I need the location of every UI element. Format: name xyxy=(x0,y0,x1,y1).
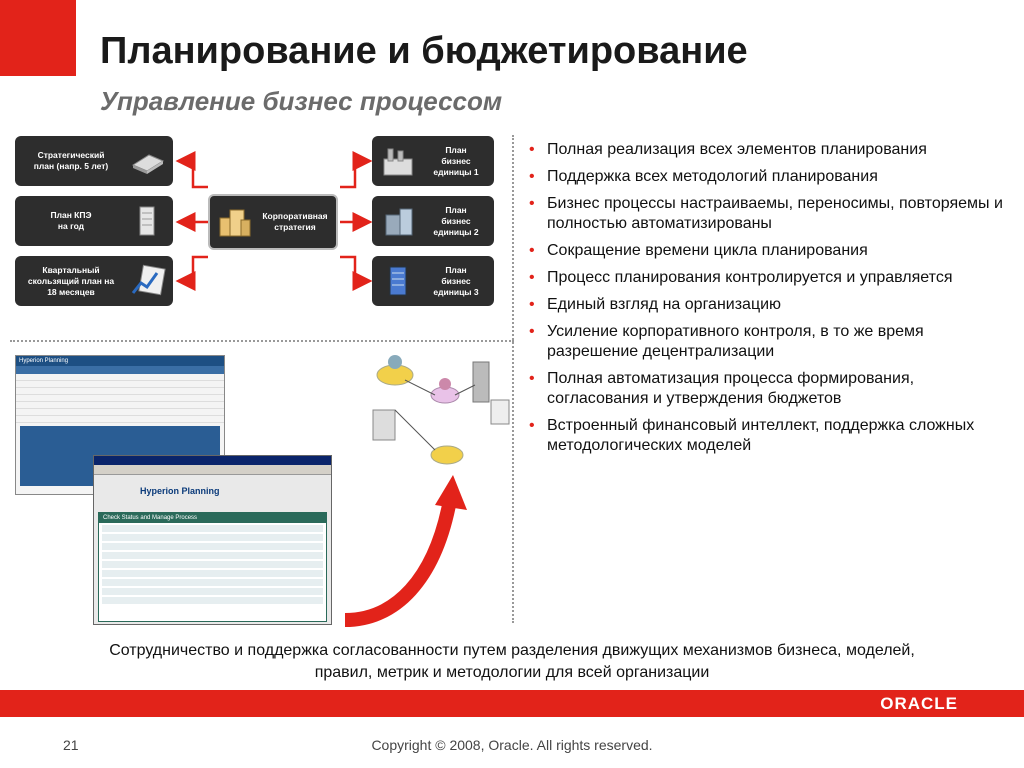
buildings-icon xyxy=(214,202,254,242)
summary-text: Сотрудничество и поддержка согласованности путем разделения движущих механизмов бизнеса, моделей, правил, метрик и методологии для всей организации xyxy=(109,642,915,681)
horizontal-divider xyxy=(10,340,514,342)
page-subtitle: Управление бизнес процессом xyxy=(100,86,503,116)
panel-title: Check Status and Manage Process xyxy=(99,513,326,523)
app-title-2: Hyperion Planning xyxy=(140,486,220,496)
unit-plan-1-box xyxy=(372,136,494,186)
list-item: • Усиление корпоративного контроля, в то же время разрешение децентрализации xyxy=(520,322,1015,362)
list-item: • Бизнес процессы настраиваемы, переносимы, повторяемы и полностью автоматизированы xyxy=(520,194,1015,234)
factory-icon xyxy=(378,141,418,181)
unit-plan-1-label: План бизнес единицы 1 xyxy=(433,144,479,177)
red-corner-accent xyxy=(0,0,76,76)
page-title: Планирование и бюджетирование xyxy=(100,30,748,72)
app-title-bar-1: Hyperion Planning xyxy=(16,356,224,366)
footer-band xyxy=(0,690,1024,717)
unit-plan-2-box xyxy=(372,196,494,246)
page-number: 21 xyxy=(63,737,79,753)
list-item: • Процесс планирования контролируется и управляется xyxy=(520,268,1015,288)
oracle-logo: ORACLE xyxy=(880,694,958,713)
quarterly-plan-label: Квартальный скользящий план на 18 месяцев xyxy=(27,264,115,297)
unit-plan-2-label: План бизнес единицы 2 xyxy=(433,204,479,237)
feature-list xyxy=(520,140,1015,463)
list-item: • Полная реализация всех элементов планирования xyxy=(520,140,1015,160)
unit-plan-3-box xyxy=(372,256,494,306)
strategic-plan-label: Стратегический план (напр. 5 лет) xyxy=(33,150,109,171)
quarterly-plan-box xyxy=(15,256,173,306)
copyright-text: Copyright © 2008, Oracle. All rights reserved. xyxy=(371,737,653,753)
list-item: • Единый взгляд на организацию xyxy=(520,295,1015,315)
process-status-panel xyxy=(98,512,327,622)
report-chart-icon xyxy=(127,261,167,301)
document-stack-icon xyxy=(127,141,167,181)
kpi-plan-label: План КПЭ на год xyxy=(50,210,92,231)
list-item: • Встроенный финансовый интеллект, поддержка сложных методологических моделей xyxy=(520,416,1015,456)
arrow-to-unit-plan-1 xyxy=(340,161,370,187)
process-diagram xyxy=(10,132,510,332)
server-icon xyxy=(127,201,167,241)
arrow-to-strategic-plan xyxy=(178,161,208,187)
list-item: • Полная автоматизация процесса формирования, согласования и утверждения бюджетов xyxy=(520,369,1015,409)
tower-icon xyxy=(378,261,418,301)
list-item: • Сокращение времени цикла планирования xyxy=(520,241,1015,261)
arrow-to-unit-plan-3 xyxy=(340,257,370,281)
strategic-plan-box xyxy=(15,136,173,186)
curved-red-arrow xyxy=(335,470,475,630)
planning-screenshot-2 xyxy=(93,455,332,625)
arrow-to-quarterly-plan xyxy=(178,257,208,281)
corporate-strategy-label: Корпоративная стратегия xyxy=(262,211,328,232)
kpi-plan-box xyxy=(15,196,173,246)
office-building-icon xyxy=(378,201,418,241)
unit-plan-3-label: План бизнес единицы 3 xyxy=(433,264,479,297)
list-item: • Поддержка всех методологий планирования xyxy=(520,167,1015,187)
corporate-strategy-box xyxy=(208,194,338,250)
